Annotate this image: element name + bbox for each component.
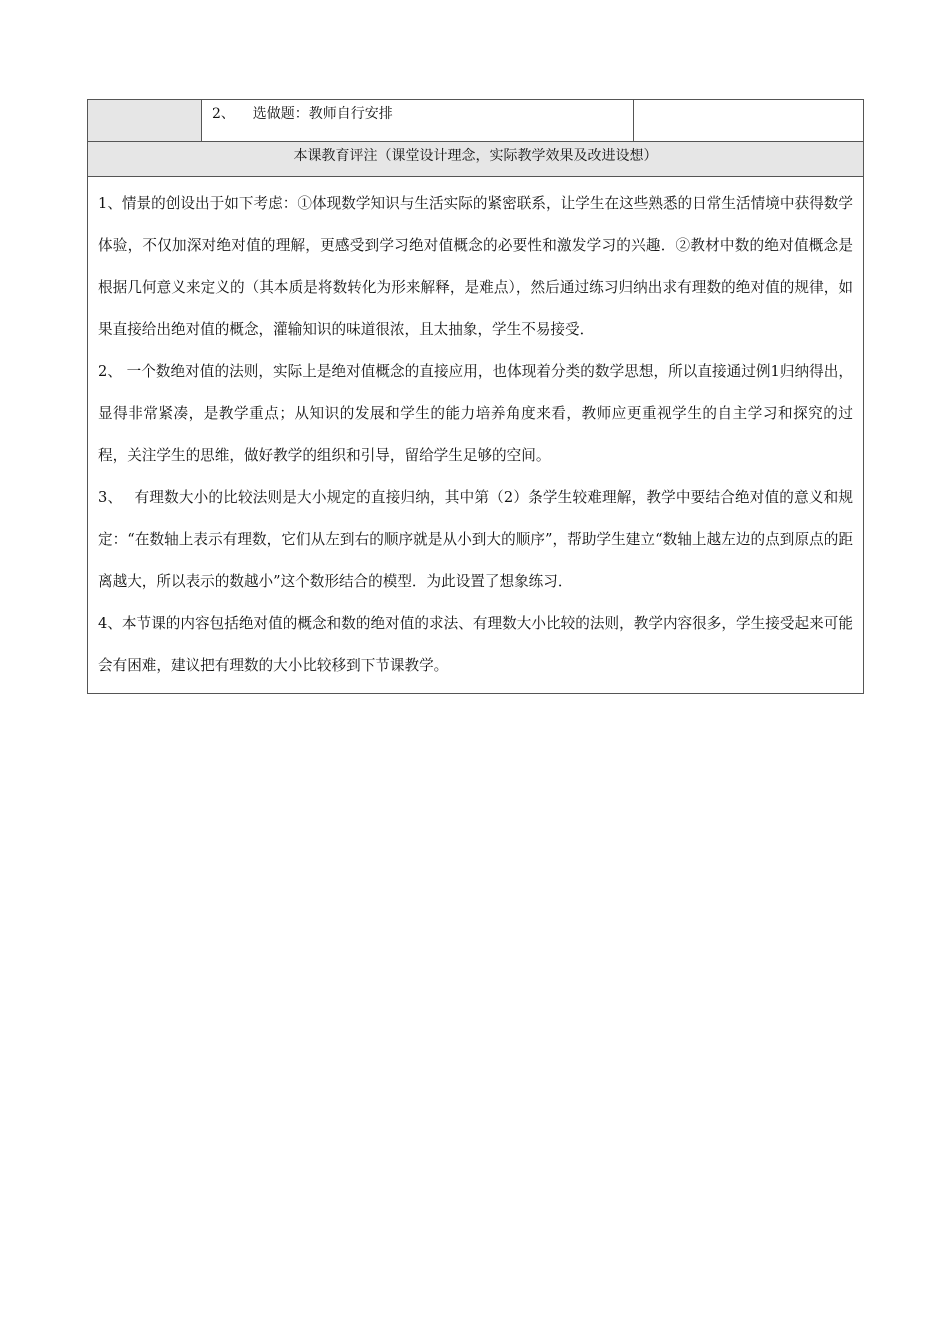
lesson-table (87, 99, 864, 694)
row-label-cell (88, 100, 202, 142)
commentary-header-row (88, 142, 864, 177)
optional-assignment-text: 2、 选做题：教师自行安排 (202, 100, 634, 142)
commentary-header: 本课教育评注（课堂设计理念，实际教学效果及改进设想） (88, 142, 864, 177)
commentary-body-row (88, 177, 864, 694)
assignment-row (88, 100, 864, 142)
commentary-paragraph-1: 1、情景的创设出于如下考虑：①体现数学知识与生活实际的紧密联系，让学生在这些熟悉的日常生活情境中获得数学体验，不仅加深对绝对值的理解，更感受到学习绝对值概念的必要性和激发学习的兴趣．②教材中数的绝对值概念是根据几何意义来定义的（其本质是将数转化为形来解释，是难点），然后通过练习归纳出求有理数的绝对值的规律，如果直接给出绝对值的概念，灌输知识的味道很浓，且太抽象，学生不易接受． (98, 195, 853, 338)
commentary-paragraph-4: 4、本节课的内容包括绝对值的概念和数的绝对值的求法、有理数大小比较的法则，教学内容很多，学生接受起来可能会有困难，建议把有理数的大小比较移到下节课教学。 (98, 615, 853, 674)
commentary-body (88, 177, 864, 694)
notes-cell (634, 100, 864, 142)
commentary-paragraph-3: 3、 有理数大小的比较法则是大小规定的直接归纳，其中第（2）条学生较难理解，教学中要结合绝对值的意义和规定：“在数轴上表示有理数，它们从左到右的顺序就是从小到大的顺序”，帮助学生建立“数轴上越左边的点到原点的距离越大，所以表示的数越小”这个数形结合的模型．为此设置了想象练习． (98, 489, 853, 590)
commentary-paragraph-2: 2、 一个数绝对值的法则，实际上是绝对值概念的直接应用，也体现着分类的数学思想，所以直接通过例1归纳得出，显得非常紧凑，是教学重点；从知识的发展和学生的能力培养角度来看，教师应更重视学生的自主学习和探究的过程，关注学生的思维，做好教学的组织和引导，留给学生足够的空间。 (98, 363, 853, 464)
